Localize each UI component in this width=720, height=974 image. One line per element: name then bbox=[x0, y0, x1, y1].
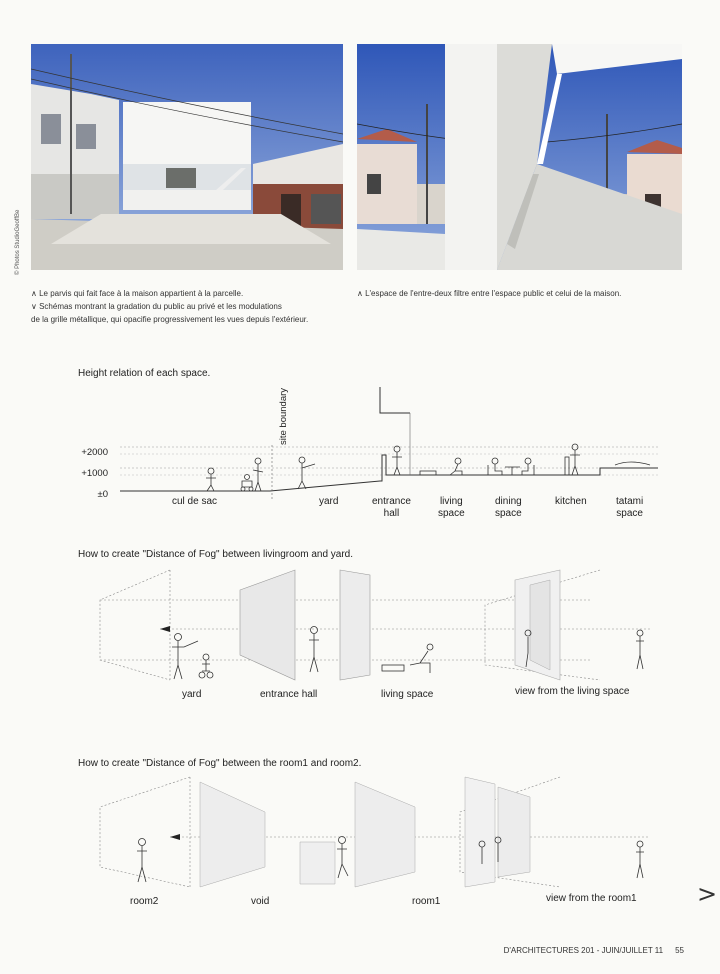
level-1000: +1000 bbox=[81, 468, 108, 479]
section-title: Height relation of each space. bbox=[78, 368, 211, 379]
diagram2-label-room2: room2 bbox=[130, 896, 159, 907]
photo-house-facade bbox=[31, 44, 343, 270]
caption-right bbox=[357, 287, 621, 300]
level-2000: +2000 bbox=[81, 447, 108, 458]
caption-left bbox=[31, 287, 308, 326]
diagram2-title: How to create "Distance of Fog" between the room1 and room2. bbox=[78, 758, 362, 769]
diagram1-label-living-space: living space bbox=[381, 689, 434, 700]
space-living-line-1: living bbox=[439, 496, 463, 507]
space-cul-de-sac: cul de sac bbox=[172, 496, 218, 507]
space-yard: yard bbox=[319, 496, 339, 507]
space-living-line-2: space bbox=[438, 508, 465, 519]
space-entrance-hall-line-2: hall bbox=[383, 508, 400, 519]
space-dining bbox=[495, 496, 522, 520]
space-kitchen: kitchen bbox=[555, 496, 587, 507]
space-tatami-line-2: space bbox=[616, 508, 643, 519]
caption-left-line-2: ∨ Schémas montrant la gradation du public au privé et les modulations bbox=[31, 302, 282, 311]
caption-left-line-1: ∧ Le parvis qui fait face à la maison appartient à la parcelle. bbox=[31, 289, 244, 298]
photo-in-between-space bbox=[357, 44, 682, 270]
diagram1-title: How to create "Distance of Fog" between livingroom and yard. bbox=[78, 549, 354, 560]
space-dining-line-1: dining bbox=[495, 496, 522, 507]
chevron-right-icon[interactable]: > bbox=[697, 880, 718, 908]
diagram1-label-yard: yard bbox=[182, 689, 202, 700]
diagram1-label-entrance-hall: entrance hall bbox=[260, 689, 318, 700]
page-number: 55 bbox=[675, 946, 684, 955]
diagram2-label-view: view from the room1 bbox=[546, 893, 637, 904]
magazine-name: D'ARCHITECTURES 201 - JUIN/JUILLET 11 bbox=[503, 946, 664, 955]
caption-right-text: ∧ L'espace de l'entre-deux filtre entre l'espace public et celui de la maison. bbox=[357, 289, 622, 298]
diagram1-drawing bbox=[90, 565, 670, 685]
space-entrance-hall-line-1: entrance bbox=[372, 496, 411, 507]
section-drawing bbox=[110, 385, 670, 505]
space-dining-line-2: space bbox=[495, 508, 522, 519]
diagram2-drawing bbox=[90, 772, 670, 892]
space-entrance-hall bbox=[372, 496, 411, 520]
caption-left-line-3: de la grille métallique, qui opacifie progressivement les vues depuis l'extérieur. bbox=[31, 315, 309, 324]
diagram2-label-void: void bbox=[251, 896, 270, 907]
site-boundary-label: site boundary bbox=[278, 387, 289, 445]
level-0: ±0 bbox=[97, 489, 108, 500]
space-tatami-line-1: tatami bbox=[616, 496, 644, 507]
page-footer bbox=[504, 946, 684, 955]
diagram2-label-room1: room1 bbox=[412, 896, 441, 907]
diagram1-label-view: view from the living space bbox=[515, 686, 630, 697]
space-living bbox=[438, 496, 465, 520]
space-tatami bbox=[616, 496, 643, 520]
photo-credit: © Photos StudioGeoffBe bbox=[15, 209, 21, 275]
